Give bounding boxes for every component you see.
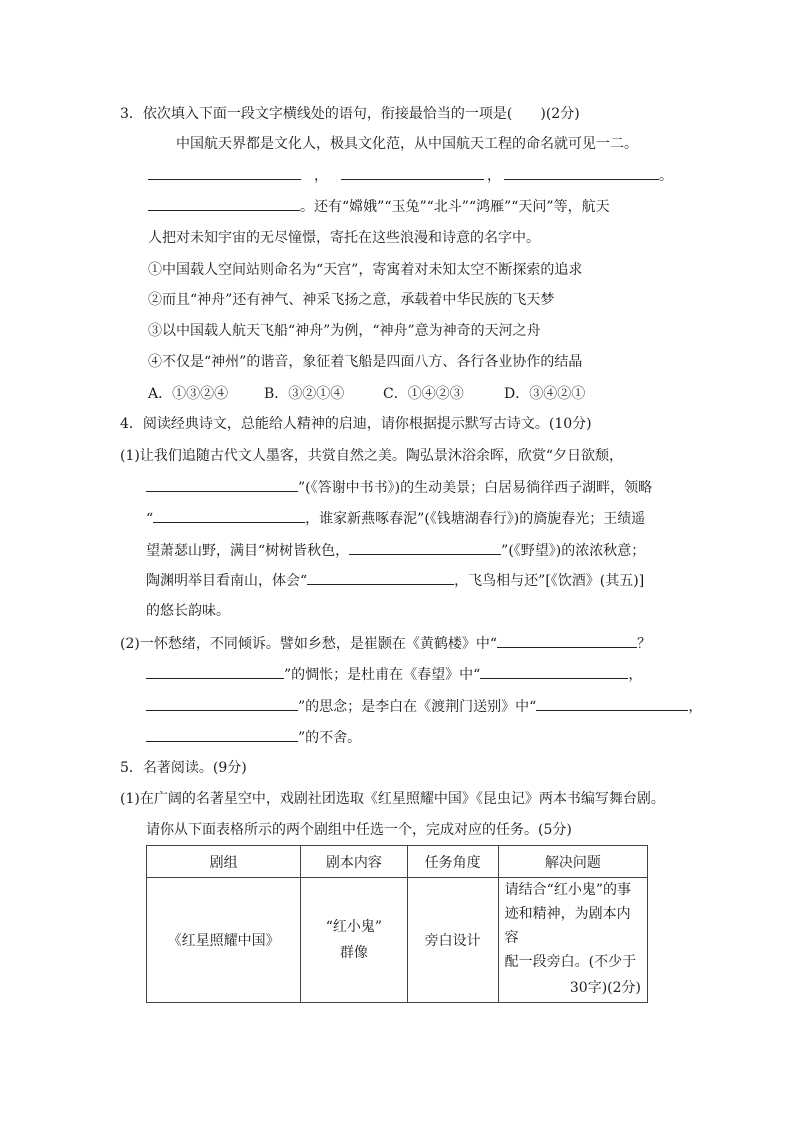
q4-part2-line4: ”的不舍。 bbox=[146, 727, 361, 748]
answer-blank[interactable] bbox=[153, 508, 305, 523]
answer-blank[interactable] bbox=[349, 540, 501, 555]
q4-part1-line2: ”(《答谢中书书》)的生动美景；白居易徜徉西子湖畔，领略 bbox=[146, 477, 652, 498]
q5-part1-line2: 请你从下面表格所示的两个剧组中任选一个，完成对应的任务。(5分) bbox=[146, 822, 572, 838]
answer-blank[interactable] bbox=[504, 165, 659, 180]
q3-passage-line3: 。还有“嫦娥”“玉兔”“北斗”“鸿雁”“天问”等，航天 bbox=[148, 196, 610, 217]
q3-passage-line2: ， ， 。 bbox=[148, 165, 673, 186]
cell-angle: 旁白设计 bbox=[407, 878, 498, 1003]
q3-choice-d[interactable]: D．③④②① bbox=[504, 386, 586, 402]
q3-choice-a[interactable]: A．①③②④ bbox=[148, 386, 229, 402]
answer-blank[interactable] bbox=[146, 664, 284, 679]
table-row bbox=[147, 878, 648, 1003]
table-header-cell: 解决问题 bbox=[498, 846, 647, 878]
q4-part1-line4: 望萧瑟山野，满目“树树皆秋色， ”(《野望》)的浓浓秋意； bbox=[146, 540, 645, 561]
table-header-cell: 剧组 bbox=[147, 846, 301, 878]
q4-part2-line3: ”的思念；是李白在《渡荆门送别》中“ ， bbox=[146, 696, 702, 717]
q4-part1-line3: “ ，谁家新燕啄春泥”(《钱塘湖春行》)的旖旎春光；王绩遥 bbox=[146, 508, 645, 529]
answer-blank[interactable] bbox=[497, 633, 637, 648]
cell-task: 请结合“红小鬼”的事 迹和精神，为剧本内容 配一段旁白。(不少于 30字)(2分) bbox=[498, 878, 647, 1003]
task-table bbox=[146, 845, 648, 1003]
q4-part1-line6: 的悠长韵味。 bbox=[146, 603, 230, 619]
answer-blank[interactable] bbox=[146, 727, 298, 742]
answer-blank[interactable] bbox=[146, 696, 298, 711]
q3-choice-c[interactable]: C．①④②③ bbox=[383, 386, 464, 402]
q3-option-4: ④不仅是“神州”的谐音，象征着飞船是四面八方、各行各业协作的结晶 bbox=[148, 354, 583, 370]
table-header-cell: 任务角度 bbox=[407, 846, 498, 878]
answer-blank[interactable] bbox=[536, 696, 688, 711]
answer-blank[interactable] bbox=[148, 196, 300, 211]
q3-stem: 3．依次填入下面一段文字横线处的语句，衔接最恰当的一项是( )(2分) bbox=[120, 106, 580, 122]
q3-passage-line4: 人把对未知宇宙的无尽憧憬，寄托在这些浪漫和诗意的名字中。 bbox=[148, 230, 540, 246]
answer-blank[interactable] bbox=[148, 165, 301, 180]
answer-blank[interactable] bbox=[146, 477, 298, 492]
answer-blank[interactable] bbox=[480, 664, 628, 679]
q3-choice-b[interactable]: B．③②①④ bbox=[264, 386, 345, 402]
q3-option-3: ③以中国载人航天飞船“神舟”为例，“神舟”意为神奇的天河之舟 bbox=[148, 323, 541, 339]
q5-stem: 5．名著阅读。(9分) bbox=[120, 760, 247, 776]
q3-passage-line1: 中国航天界都是文化人，极具文化范，从中国航天工程的命名就可见一二。 bbox=[176, 136, 638, 152]
q4-part2-line1: (2)一怀愁绪，不同倾诉。譬如乡愁，是崔颢在《黄鹤楼》中“ ？ bbox=[120, 633, 651, 654]
answer-blank[interactable] bbox=[307, 570, 454, 585]
cell-content: “红小鬼” 群像 bbox=[301, 878, 407, 1003]
table-header-cell: 剧本内容 bbox=[301, 846, 407, 878]
answer-blank[interactable] bbox=[341, 165, 484, 180]
q4-part1-line5: 陶渊明举目看南山，体会“ ，飞鸟相与还”[《饮酒》(其五)] bbox=[146, 570, 644, 591]
q3-option-1: ①中国载人空间站则命名为“天宫”，寄寓着对未知太空不断探索的追求 bbox=[148, 262, 583, 278]
q4-stem: 4．阅读经典诗文，总能给人精神的启迪，请你根据提示默写古诗文。(10分) bbox=[120, 416, 592, 432]
q4-part2-line2: ”的惆怅；是杜甫在《春望》中“ ， bbox=[146, 664, 642, 685]
q4-part1-line1: (1)让我们追随古代文人墨客，共赏自然之美。陶弘景沐浴余晖，欣赏“夕日欲颓， bbox=[120, 448, 623, 464]
table-header-row bbox=[147, 846, 648, 878]
q5-part1-line1: (1)在广阔的名著星空中，戏剧社团选取《红星照耀中国》《昆虫记》两本书编写舞台剧。 bbox=[120, 791, 665, 807]
cell-group: 《红星照耀中国》 bbox=[147, 878, 301, 1003]
q3-option-2: ②而且“神舟”还有神气、神采飞扬之意，承载着中华民族的飞天梦 bbox=[148, 292, 555, 308]
